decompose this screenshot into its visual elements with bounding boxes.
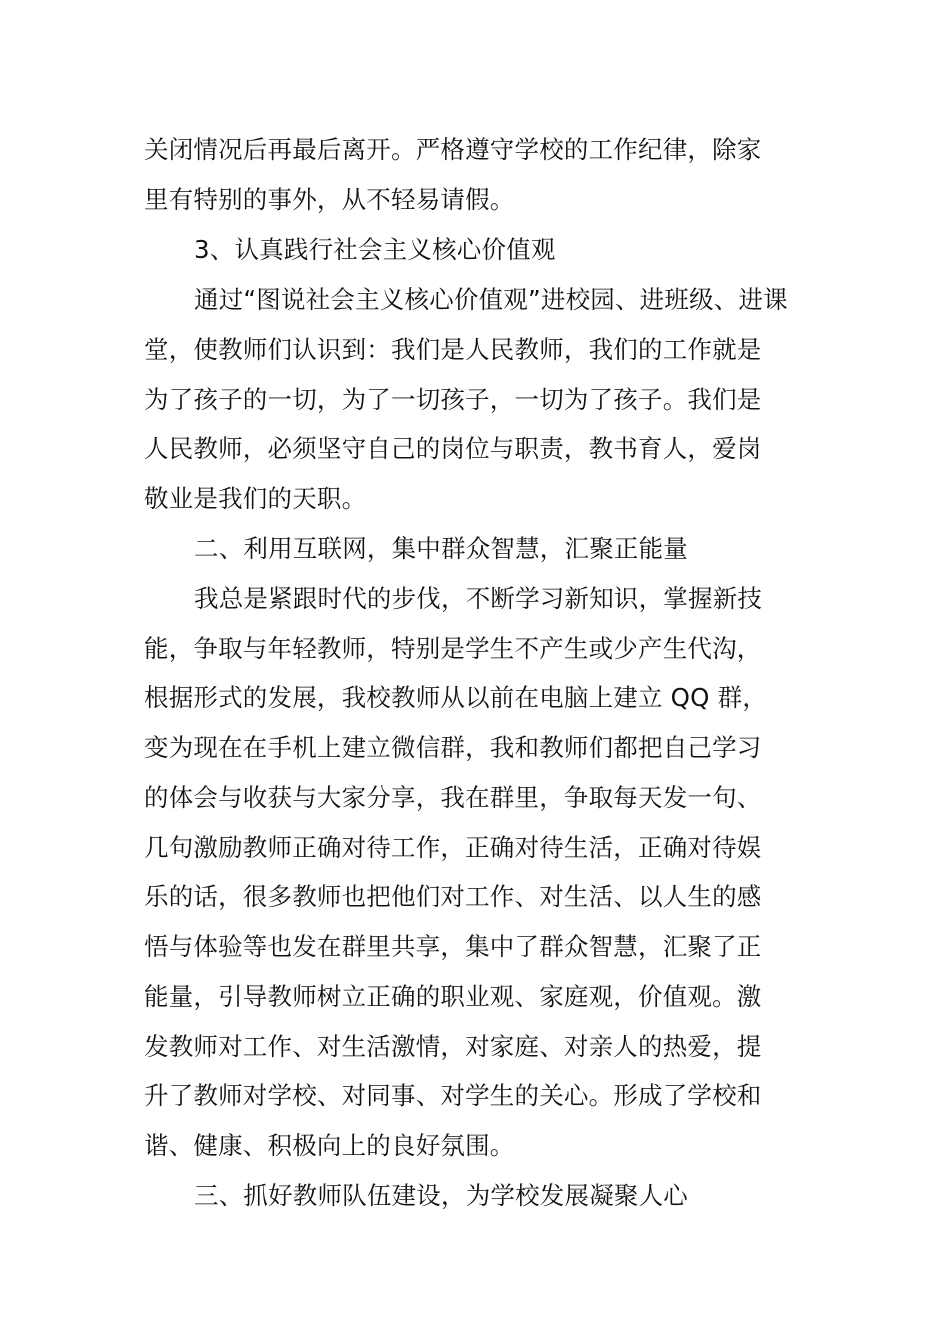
text-line: 堂，使教师们认识到：我们是人民教师，我们的工作就是	[144, 335, 762, 364]
section-heading: 二、利用互联网，集中群众智慧，汇聚正能量	[194, 534, 688, 563]
text-line: 能量，引导教师树立正确的职业观、家庭观，价值观。激	[144, 982, 762, 1011]
text-line: 的体会与收获与大家分享，我在群里，争取每天发一句、	[144, 783, 762, 812]
text-line: 能，争取与年轻教师，特别是学生不产生或少产生代沟，	[144, 634, 762, 663]
text-line: 根据形式的发展，我校教师从以前在电脑上建立 QQ 群，	[144, 683, 768, 712]
text-line: 为了孩子的一切，为了一切孩子，一切为了孩子。我们是	[144, 385, 762, 414]
text-line: 悟与体验等也发在群里共享，集中了群众智慧，汇聚了正	[144, 932, 762, 961]
text-line: 变为现在在手机上建立微信群，我和教师们都把自己学习	[144, 733, 762, 762]
text-line: 发教师对工作、对生活激情，对家庭、对亲人的热爱，提	[144, 1032, 762, 1061]
text-line: 人民教师，必须坚守自己的岗位与职责，教书育人，爱岗	[144, 434, 762, 463]
text-line: 通过“图说社会主义核心价值观”进校园、进班级、进课	[194, 285, 788, 314]
section-heading: 三、抓好教师队伍建设，为学校发展凝聚人心	[194, 1181, 688, 1210]
text-line: 我总是紧跟时代的步伐，不断学习新知识，掌握新技	[194, 584, 763, 613]
text-line: 关闭情况后再最后离开。严格遵守学校的工作纪律，除家	[144, 135, 762, 164]
text-line: 升了教师对学校、对同事、对学生的关心。形成了学校和	[144, 1081, 762, 1110]
text-line: 乐的话，很多教师也把他们对工作、对生活、以人生的感	[144, 882, 762, 911]
section-heading: 3、认真践行社会主义核心价值观	[194, 235, 556, 264]
text-line: 敬业是我们的天职。	[144, 484, 367, 513]
text-line: 谐、健康、积极向上的良好氛围。	[144, 1131, 515, 1160]
text-line: 里有特别的事外，从不轻易请假。	[144, 185, 515, 214]
text-line: 几句激励教师正确对待工作，正确对待生活，正确对待娱	[144, 833, 762, 862]
